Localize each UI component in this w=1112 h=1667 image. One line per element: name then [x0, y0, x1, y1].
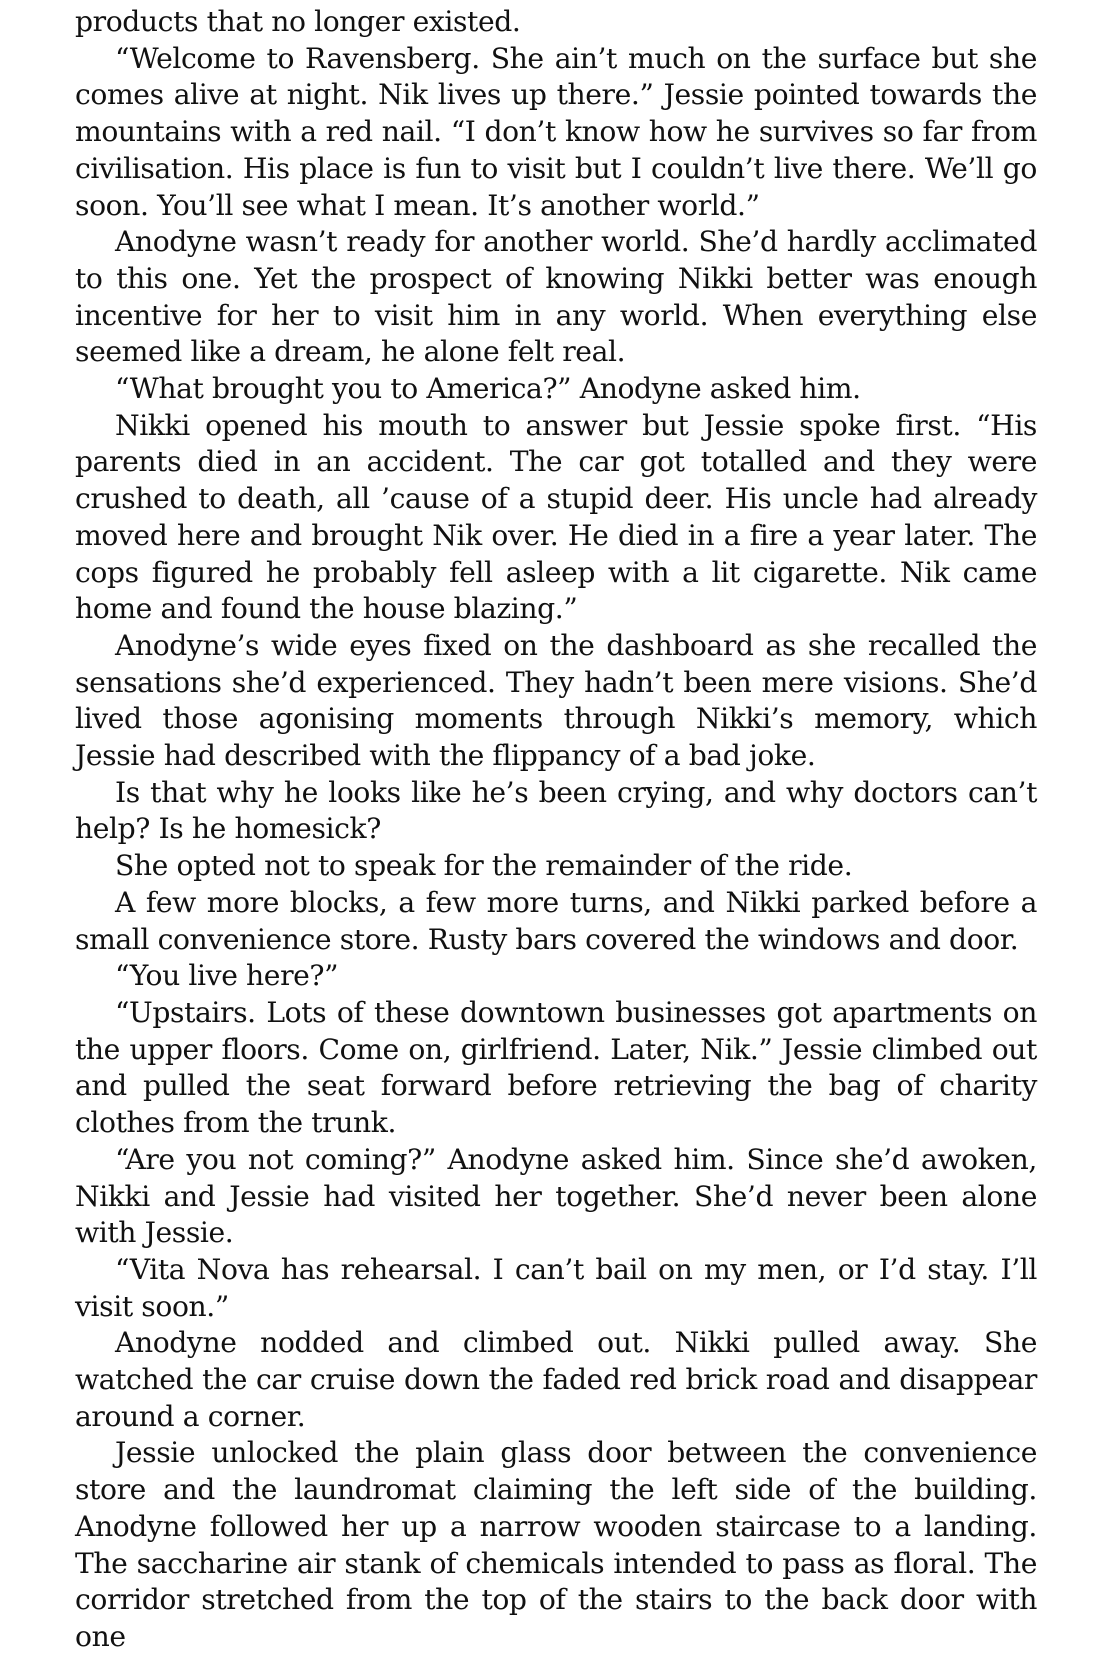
paragraph: A few more blocks, a few more turns, and Nikki parked before a small convenience store. Rusty bars covered the windows and door. [75, 885, 1037, 956]
paragraph: products that no longer existed. [75, 5, 521, 38]
paragraph: Anodyne wasn’t ready for another world. She’d hardly acclimated to this one. Yet the prospect of knowing Nikki better was enough incentive for her to visit him in any world. When everything else seemed like a dream, he alone felt real. [75, 225, 1037, 369]
paragraph: “Welcome to Ravensberg. She ain’t much on the surface but she comes alive at night. Nik lives up there.” Jessie pointed towards the mountains with a red nail. “I don’t know how he survives so far from civilisation. His place is fun to visit but I couldn’t live there. We’ll go soon. You’ll see what I mean. It’s another world.” [75, 41, 1037, 222]
paragraph: Is that why he looks like he’s been crying, and why doctors can’t help? Is he homesick? [75, 775, 1037, 846]
paragraph: Jessie unlocked the plain glass door between the convenience store and the laundromat claiming the left side of the building. Anodyne followed her up a narrow wooden staircase to a landing. The saccharine air stank of chemicals intended to pass as floral. The corridor stretched from the top of the stairs to the back door with one [75, 1436, 1037, 1653]
paragraph: Anodyne’s wide eyes fixed on the dashboard as she recalled the sensations she’d experienced. They hadn’t been mere visions. She’d lived those agonising moments through Nikki’s memory, which Jessie had described with the flippancy of a bad joke. [75, 628, 1037, 773]
paragraph: “What brought you to America?” Anodyne asked him. [115, 372, 861, 406]
paragraph: She opted not to speak for the remainder of the ride. [115, 849, 853, 883]
paragraph: Nikki opened his mouth to answer but Jessie spoke first. “His parents died in an accident. The car got totalled and they were crushed to death, all ’cause of a stupid deer. His uncle had already moved here and brought Nik over. He died in a fire a year later. The cops figured he probably fell asleep with a lit cigarette. Nik came home and found the house blazing.” [75, 408, 1037, 626]
paragraph: Anodyne nodded and climbed out. Nikki pulled away. She watched the car cruise down the faded red brick road and disappear around a corner. [75, 1326, 1037, 1433]
paragraph: “Vita Nova has rehearsal. I can’t bail on my men, or I’d stay. I’ll visit soon.” [75, 1252, 1037, 1323]
paragraph: “Upstairs. Lots of these downtown businesses got apartments on the upper floors. Come on, girlfriend. Later, Nik.” Jessie climbed out and pulled the seat forward before retrieving the bag of charity clothes from the trunk. [75, 995, 1037, 1140]
paragraph: “You live here?” [115, 959, 339, 993]
paragraph: “Are you not coming?” Anodyne asked him. Since she’d awoken, Nikki and Jessie had visited her together. She’d never been alone with Jessie. [75, 1142, 1037, 1250]
book-page [75, 4, 1037, 1656]
